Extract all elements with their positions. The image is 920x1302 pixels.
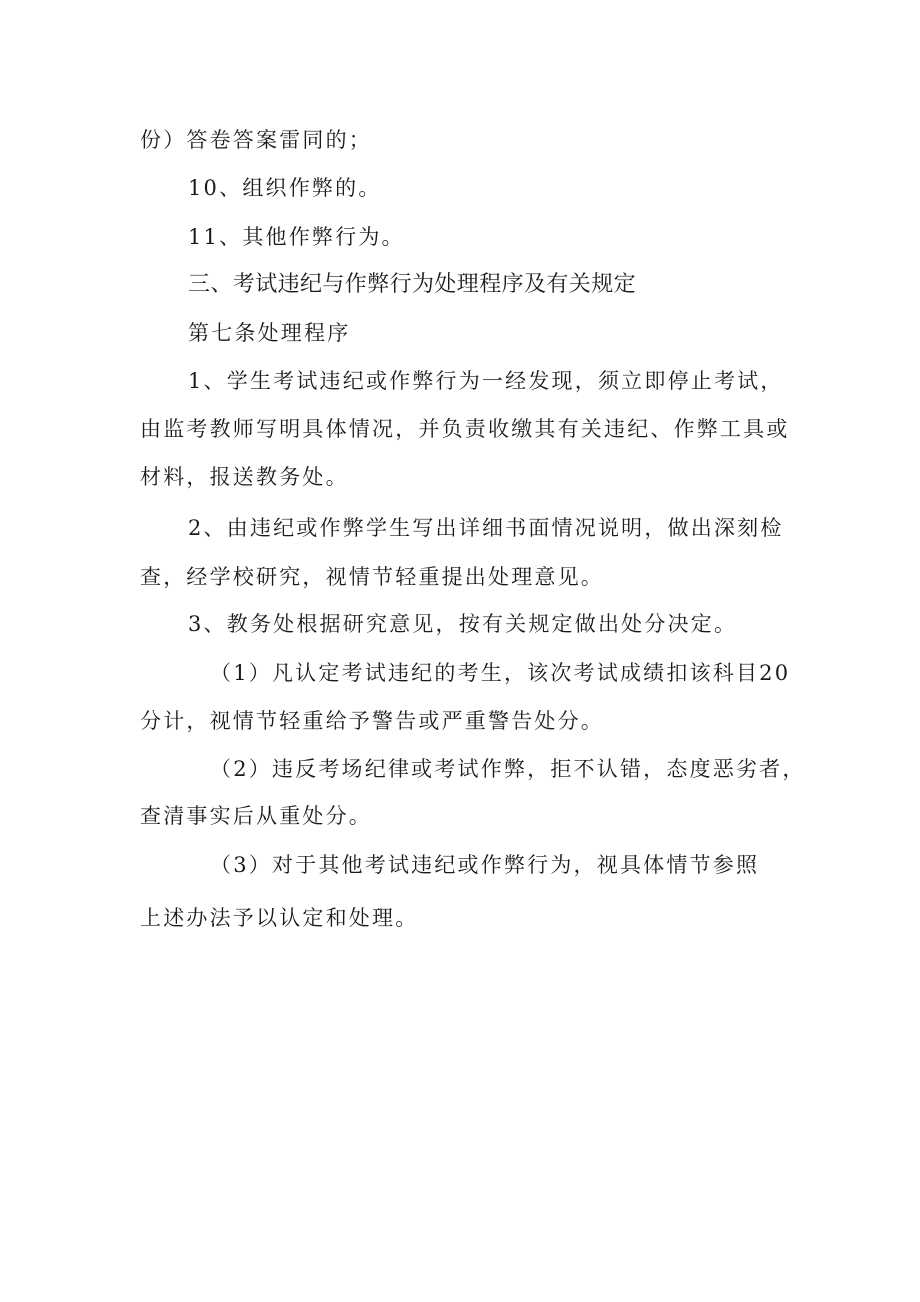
sub-item-1-line-2: 分计，视情节轻重给予警告或严重警告处分。 (140, 709, 604, 733)
paragraph-2-line-2: 查，经学校研究，视情节轻重提出处理意见。 (140, 565, 604, 589)
paragraph-2-line-1: 2、由违纪或作弊学生写出详细书面情况说明，做出深刻检 (188, 516, 784, 540)
sub-item-3-line-1: （3）对于其他考试违纪或作弊行为，视具体情节参照 (210, 853, 760, 877)
paragraph-1-line-3: 材料，报送教务处。 (140, 465, 349, 489)
sub-item-3-line-2: 上述办法予以认定和处理。 (140, 906, 419, 930)
paragraph-3: 3、教务处根据研究意见，按有关规定做出处分决定。 (188, 612, 738, 636)
article-title: 第七条处理程序 (188, 321, 351, 345)
paragraph-1-line-1: 1、学生考试违纪或作弊行为一经发现，须立即停止考试， (188, 369, 784, 393)
paragraph-1-line-2: 由监考教师写明具体情况，并负责收缴其有关违纪、作弊工具或 (140, 417, 790, 441)
sub-item-2-line-1: （2）违反考场纪律或考试作弊，拒不认错，态度恶劣者， (210, 757, 806, 781)
sub-item-2-line-2: 查清事实后从重处分。 (140, 804, 372, 828)
list-item-10: 10、组织作弊的。 (188, 176, 382, 200)
text-line-continuation: 份）答卷答案雷同的； (140, 128, 372, 152)
sub-item-1-line-1: （1）凡认定考试违纪的考生，该次考试成绩扣该科目20 (210, 661, 791, 685)
list-item-11: 11、其他作弊行为。 (188, 225, 405, 249)
section-heading: 三、考试违纪与作弊行为处理程序及有关规定 (188, 272, 637, 297)
